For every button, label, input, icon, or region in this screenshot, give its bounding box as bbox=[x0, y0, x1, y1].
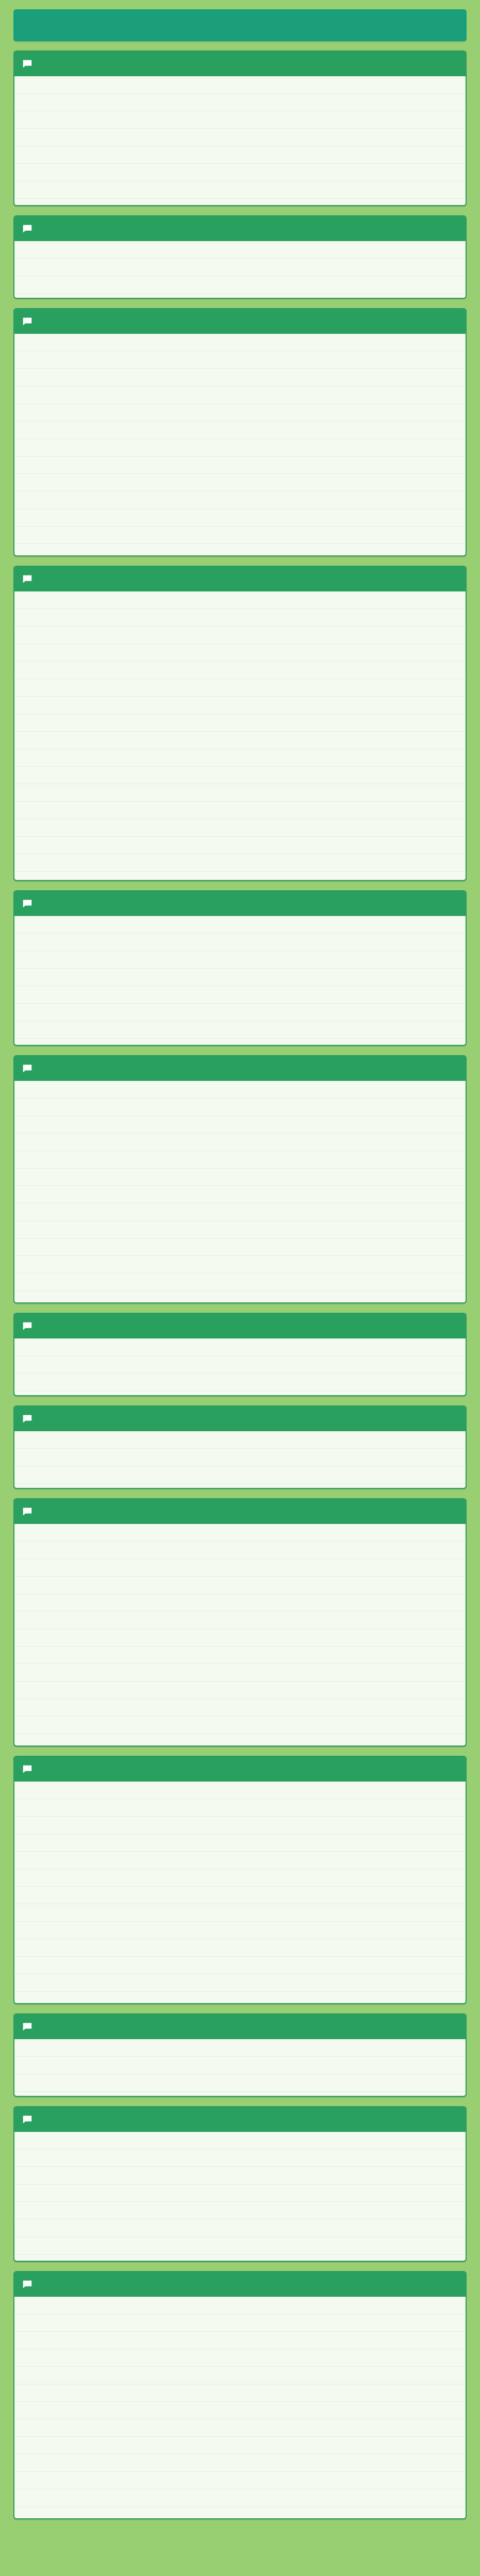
speech-bubble-icon bbox=[22, 2114, 33, 2125]
qa-card-10 bbox=[13, 1756, 467, 2004]
qa-header bbox=[14, 309, 466, 334]
qa-header bbox=[14, 1757, 466, 1782]
qa-header bbox=[14, 1406, 466, 1431]
qa-card-11 bbox=[13, 2013, 467, 2097]
speech-bubble-icon bbox=[22, 223, 33, 234]
qa-question bbox=[38, 314, 458, 329]
speech-bubble-icon bbox=[22, 1063, 33, 1074]
qa-question bbox=[38, 1504, 458, 1519]
qa-header bbox=[14, 1314, 466, 1338]
qa-question bbox=[38, 896, 458, 911]
qa-list bbox=[13, 50, 467, 2519]
qa-answer bbox=[14, 1431, 466, 1488]
qa-header bbox=[14, 1056, 466, 1081]
qa-question bbox=[38, 1319, 458, 1333]
qa-answer bbox=[14, 2132, 466, 2261]
qa-answer bbox=[14, 1081, 466, 1302]
qa-question bbox=[38, 1762, 458, 1776]
qa-question bbox=[38, 1412, 458, 1426]
qa-question bbox=[38, 2020, 458, 2034]
speech-bubble-icon bbox=[22, 2021, 33, 2032]
qa-answer bbox=[14, 241, 466, 298]
qa-question bbox=[38, 572, 458, 586]
qa-answer bbox=[14, 1782, 466, 2003]
speech-bubble-icon bbox=[22, 1764, 33, 1775]
qa-card-12 bbox=[13, 2106, 467, 2262]
speech-bubble-icon bbox=[22, 316, 33, 327]
qa-header bbox=[14, 2107, 466, 2132]
qa-card-4 bbox=[13, 566, 467, 881]
qa-answer bbox=[14, 1338, 466, 1395]
qa-card-7 bbox=[13, 1313, 467, 1396]
speech-bubble-icon bbox=[22, 2279, 33, 2290]
qa-answer bbox=[14, 1524, 466, 1745]
qa-card-5 bbox=[13, 890, 467, 1046]
qa-question bbox=[38, 1061, 458, 1076]
qa-card-13 bbox=[13, 2271, 467, 2519]
qa-header bbox=[14, 1499, 466, 1524]
speech-bubble-icon bbox=[22, 58, 33, 70]
speech-bubble-icon bbox=[22, 1413, 33, 1425]
qa-answer bbox=[14, 2039, 466, 2096]
qa-header bbox=[14, 2272, 466, 2297]
qa-header bbox=[14, 2014, 466, 2039]
speech-bubble-icon bbox=[22, 898, 33, 909]
qa-answer bbox=[14, 591, 466, 880]
speech-bubble-icon bbox=[22, 573, 33, 585]
qa-header bbox=[14, 567, 466, 591]
qa-question bbox=[38, 222, 458, 236]
qa-answer bbox=[14, 2297, 466, 2518]
qa-card-6 bbox=[13, 1055, 467, 1303]
qa-card-8 bbox=[13, 1405, 467, 1489]
speech-bubble-icon bbox=[22, 1506, 33, 1517]
qa-card-1 bbox=[13, 50, 467, 206]
qa-card-3 bbox=[13, 308, 467, 556]
page-title bbox=[13, 9, 467, 41]
qa-answer bbox=[14, 76, 466, 205]
qa-header bbox=[14, 891, 466, 916]
qa-card-9 bbox=[13, 1498, 467, 1747]
qa-question bbox=[38, 2112, 458, 2127]
qa-answer bbox=[14, 916, 466, 1045]
qa-card-2 bbox=[13, 215, 467, 299]
qa-header bbox=[14, 216, 466, 241]
qa-header bbox=[14, 52, 466, 76]
speech-bubble-icon bbox=[22, 1320, 33, 1332]
qa-question bbox=[38, 57, 458, 71]
qa-question bbox=[38, 2277, 458, 2292]
qa-answer bbox=[14, 334, 466, 555]
